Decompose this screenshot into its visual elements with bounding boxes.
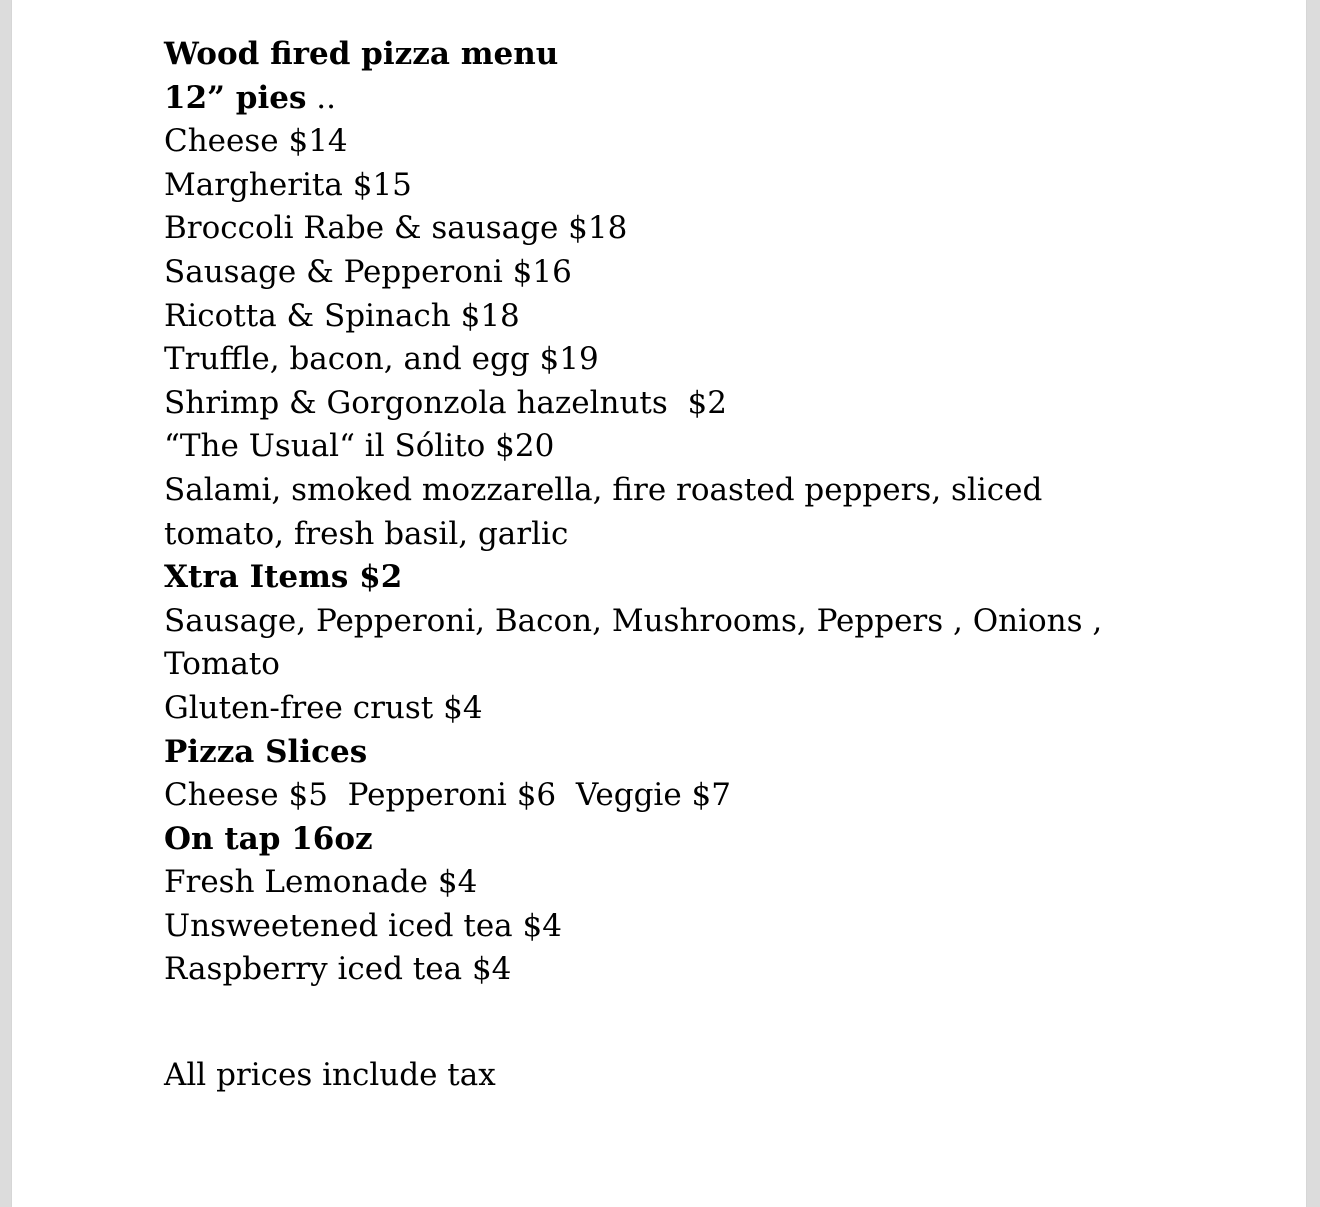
pie-item: Sausage & Pepperoni $16	[164, 253, 572, 290]
extras-item: Gluten-free crust $4	[164, 689, 483, 726]
blank-line	[164, 992, 1164, 1054]
pies-heading: 12” pies	[164, 79, 307, 116]
menu-title: Wood fired pizza menu	[164, 36, 559, 72]
extras-item: Tomato	[164, 646, 280, 683]
pie-item-description: tomato, fresh basil, garlic	[164, 515, 569, 552]
menu-content	[164, 33, 1164, 1098]
pie-item: “The Usual“ il Sólito $20	[164, 428, 555, 465]
document-page	[12, 0, 1306, 1207]
drink-item: Fresh Lemonade $4	[164, 864, 478, 901]
extras-heading: Xtra Items $2	[164, 559, 403, 596]
pies-heading-suffix: ..	[306, 79, 336, 116]
pie-item: Shrimp & Gorgonzola hazelnuts $2	[164, 384, 727, 421]
pie-item: Margherita $15	[164, 166, 412, 203]
drink-item: Unsweetened iced tea $4	[164, 907, 562, 944]
pie-item: Broccoli Rabe & sausage $18	[164, 210, 628, 247]
drinks-heading: On tap 16oz	[164, 820, 373, 857]
pies-heading-line	[164, 77, 1164, 121]
pie-item: Truffle, bacon, and egg $19	[164, 341, 599, 378]
slices-item: Cheese $5 Pepperoni $6 Veggie $7	[164, 777, 731, 814]
pie-item-description: Salami, smoked mozzarella, fire roasted peppers, sliced	[164, 471, 1043, 508]
slices-heading: Pizza Slices	[164, 733, 368, 770]
extras-item: Sausage, Pepperoni, Bacon, Mushrooms, Peppers , Onions ,	[164, 602, 1103, 639]
footer-note: All prices include tax	[164, 1057, 496, 1094]
pie-item: Ricotta & Spinach $18	[164, 297, 520, 334]
pie-item: Cheese $14	[164, 123, 348, 160]
drink-item: Raspberry iced tea $4	[164, 951, 512, 988]
